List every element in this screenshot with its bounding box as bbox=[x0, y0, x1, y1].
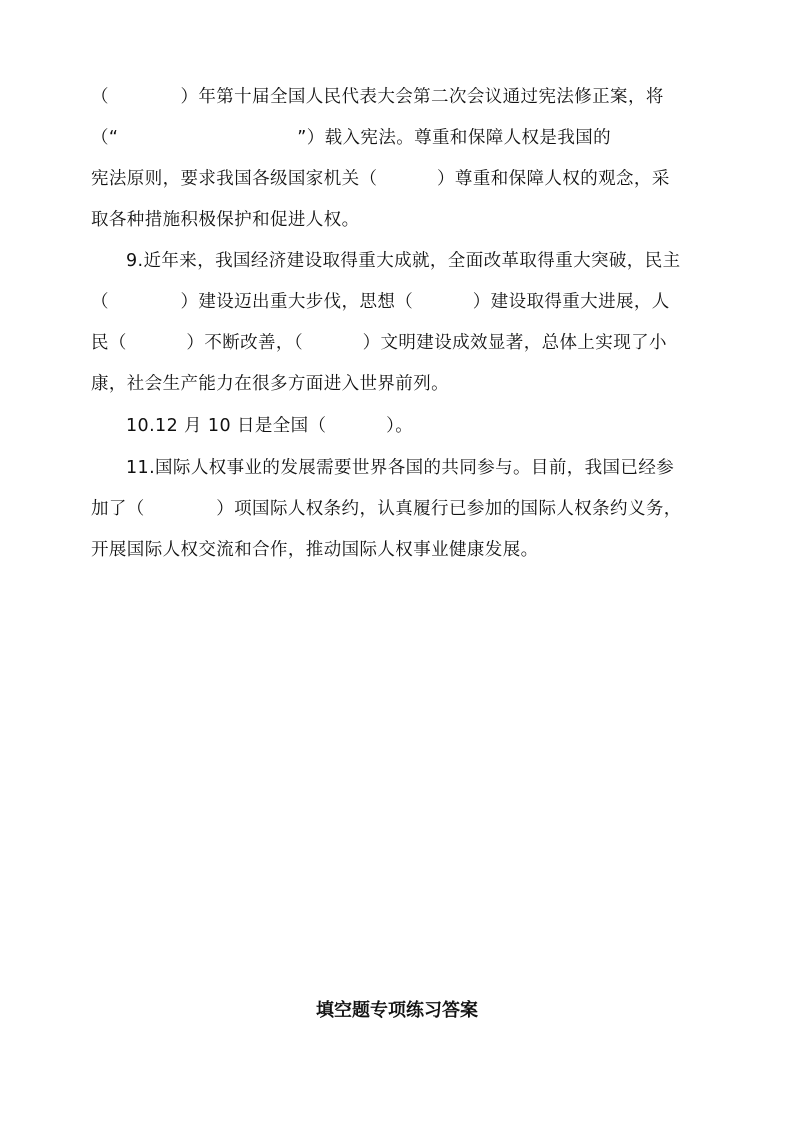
text-line: （“ ”）载入宪法。尊重和保障人权是我国的 bbox=[91, 128, 612, 148]
text-line: 宪法原则，要求我国各级国家机关（ ）尊重和保障人权的观念，采 bbox=[91, 169, 670, 189]
text-line: 康，社会生产能力在很多方面进入世界前列。 bbox=[91, 374, 449, 394]
text-line: （ ）年第十届全国人民代表大会第二次会议通过宪法修正案，将 bbox=[91, 87, 664, 107]
question-11: 11.国际人权事业的发展需要世界各国的共同参与。目前，我国已经参 bbox=[126, 458, 675, 478]
text-line: （ ）建设迈出重大步伐，思想（ ）建设取得重大进展，人 bbox=[91, 292, 670, 312]
text-line: 取各种措施积极保护和促进人权。 bbox=[91, 210, 360, 230]
answer-section-title: 填空题专项练习答案 bbox=[316, 1000, 478, 1021]
question-10: 10.12 月 10 日是全国（ ）。 bbox=[126, 416, 414, 436]
text-line: 开展国际人权交流和合作，推动国际人权事业健康发展。 bbox=[91, 540, 539, 560]
question-9: 9.近年来，我国经济建设取得重大成就，全面改革取得重大突破，民主 bbox=[126, 251, 681, 271]
text-line: 民（ ）不断改善，（ ）文明建设成效显著，总体上实现了小 bbox=[91, 333, 667, 353]
text-line: 加了（ ）项国际人权条约，认真履行已参加的国际人权条约义务， bbox=[91, 499, 682, 519]
